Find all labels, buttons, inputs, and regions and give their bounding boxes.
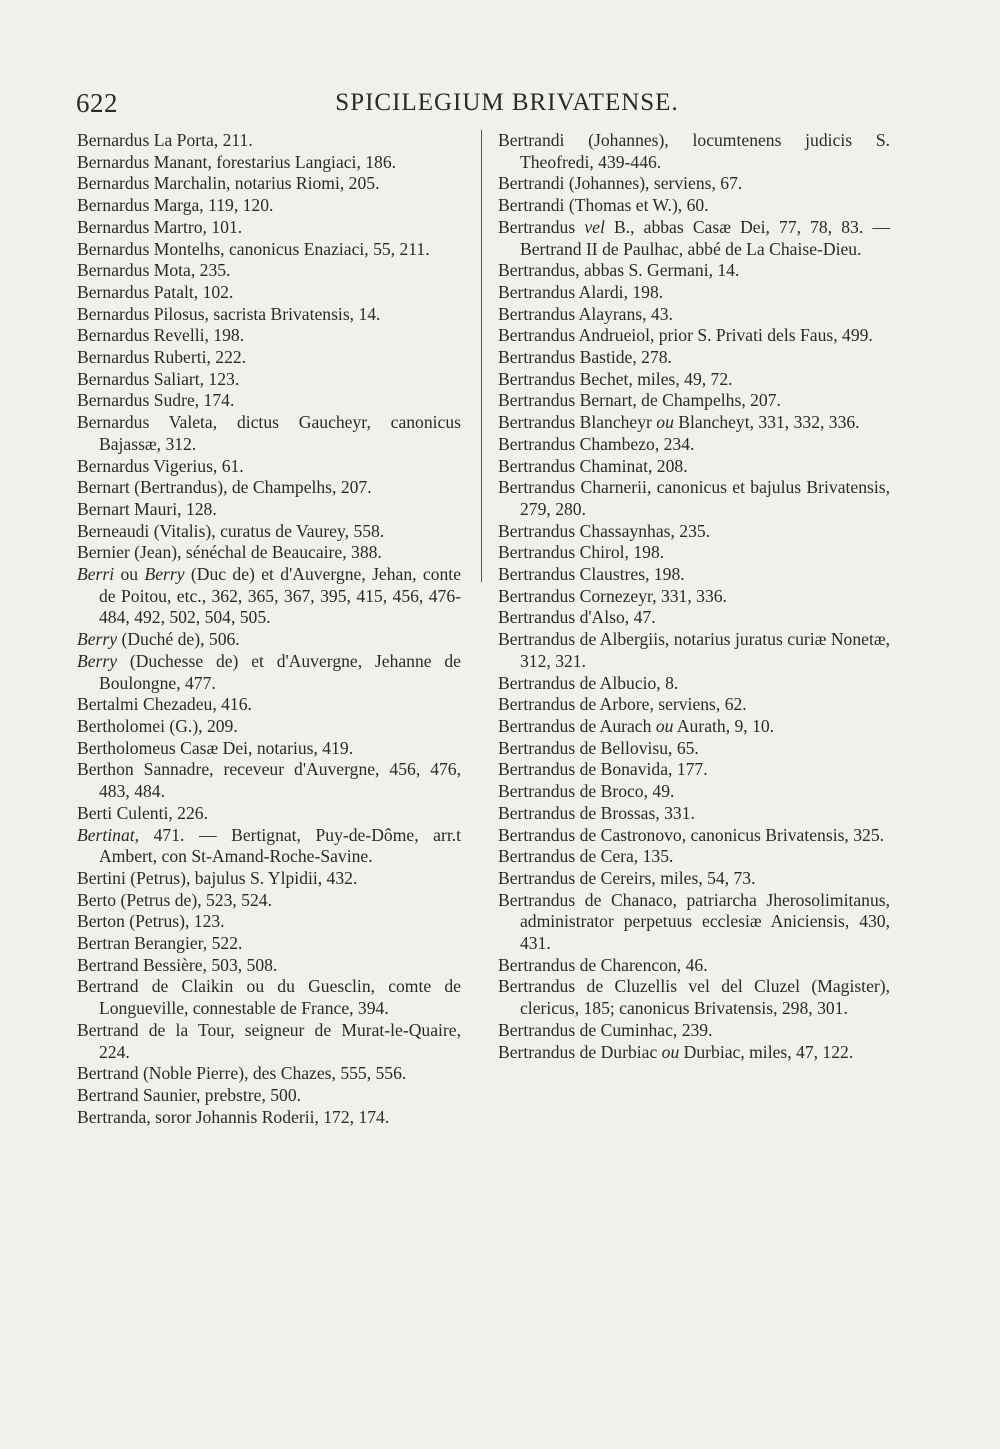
- index-entry: Bertrand de Claikin ou du Guesclin, comte de Longueville, connestable de France, 394.: [77, 976, 461, 1019]
- index-entry: Bertrandus Bastide, 278.: [498, 347, 672, 368]
- index-entry: Bertrandus de Durbiac ou Durbiac, miles, 47, 122.: [498, 1041, 854, 1062]
- index-entry: Bernardus Sudre, 174.: [77, 390, 235, 411]
- index-entry: Bernardus Mota, 235.: [77, 260, 231, 281]
- index-entry: Bernardus Marchalin, notarius Riomi, 205.: [77, 173, 380, 194]
- index-entry: Bertrandus vel B., abbas Casæ Dei, 77, 78, 83. — Bertrand II de Paulhac, abbé de La Chaise-Dieu.: [498, 216, 890, 259]
- index-entry: Bertalmi Chezadeu, 416.: [77, 694, 252, 715]
- index-entry: Bernardus Valeta, dictus Gaucheyr, canonicus Bajassæ, 312.: [77, 412, 461, 454]
- index-entry: Bertinat, 471. — Bertignat, Puy-de-Dôme, arr.t Ambert, con St-Amand-Roche-Savine.: [77, 824, 461, 867]
- index-entry: Bertrandus de Arbore, serviens, 62.: [498, 694, 747, 715]
- index-entry: Bertrandus de Cera, 135.: [498, 846, 674, 867]
- index-entry: Bertrandus Chaminat, 208.: [498, 455, 688, 476]
- index-entry: Berri ou Berry (Duc de) et d'Auvergne, Jehan, conte de Poitou, etc., 362, 365, 367, 395, 415, 456, 476-484, 492, 502, 504, 505.: [77, 564, 462, 628]
- index-entry: Bertrandus de Albucio, 8.: [498, 672, 679, 693]
- index-entry: Bernardus Martro, 101.: [77, 216, 243, 237]
- index-entry: Bertran Berangier, 522.: [77, 933, 243, 954]
- index-entry: Bertrandus Charnerii, canonicus et bajulus Brivatensis, 279, 280.: [498, 477, 890, 519]
- index-entry: Bertrandus Bernart, de Champelhs, 207.: [498, 390, 781, 411]
- index-entry: Bertrandus de Brossas, 331.: [498, 802, 695, 823]
- index-entry: Bertranda, soror Johannis Roderii, 172, 174.: [77, 1106, 390, 1127]
- index-entry: Bertrandus Alardi, 198.: [498, 281, 664, 302]
- index-entry: Bernardus Montelhs, canonicus Enaziaci, 55, 211.: [77, 238, 430, 259]
- index-entry: Bernardus Patalt, 102.: [77, 281, 234, 302]
- left-column: [77, 130, 461, 1128]
- index-entry: Bernardus Ruberti, 222.: [77, 347, 247, 368]
- index-entry: Bernardus Manant, forestarius Langiaci, 186.: [77, 151, 397, 172]
- index-entry: Bertrand de la Tour, seigneur de Murat-le-Quaire, 224.: [77, 1019, 461, 1062]
- page-number: 622: [76, 88, 118, 118]
- index-entry: Bertrandus de Castronovo, canonicus Brivatensis, 325.: [498, 824, 885, 845]
- index-entry: Bertrandus de Cluzellis vel del Cluzel (Magister), clericus, 185; canonicus Brivatensis, 298, 301.: [498, 976, 890, 1019]
- running-title: SPICILEGIUM BRIVATENSE.: [335, 89, 679, 116]
- index-entry: Bertrandus Chirol, 198.: [498, 542, 665, 563]
- index-entry: Bernardus Revelli, 198.: [77, 325, 245, 346]
- index-entry: Berti Culenti, 226.: [77, 802, 208, 823]
- index-entry: Berto (Petrus de), 523, 524.: [77, 889, 272, 910]
- index-entry: Bertrandus Cornezeyr, 331, 336.: [498, 585, 727, 606]
- index-entry: Bertrandus de Bellovisu, 65.: [498, 737, 699, 758]
- index-entry: Bernart Mauri, 128.: [77, 498, 217, 519]
- index-entry: Bernardus Pilosus, sacrista Brivatensis, 14.: [77, 303, 381, 324]
- index-entry: Berton (Petrus), 123.: [77, 911, 225, 932]
- index-entry: Bertrandus de Broco, 49.: [498, 781, 675, 802]
- index-entry: Berry (Duché de), 506.: [77, 629, 240, 650]
- index-entry: Berry (Duchesse de) et d'Auvergne, Jehanne de Boulongne, 477.: [77, 650, 461, 693]
- index-entry: Bertrand Saunier, prebstre, 500.: [77, 1084, 302, 1105]
- column-divider: [481, 130, 482, 582]
- index-entry: Bertrandus Chassaynhas, 235.: [498, 520, 711, 541]
- index-entry: Bertrandi (Johannes), locumtenens judicis S. Theofredi, 439-446.: [498, 130, 890, 172]
- index-entry: Bertrandus de Albergiis, notarius juratus curiæ Nonetæ, 312, 321.: [498, 629, 890, 671]
- index-entry: Berneaudi (Vitalis), curatus de Vaurey, 558.: [77, 520, 385, 541]
- index-entry: Bertini (Petrus), bajulus S. Ylpidii, 432.: [77, 867, 358, 888]
- index-entry: Bertrandus de Charencon, 46.: [498, 954, 708, 975]
- page-header: [76, 88, 938, 128]
- index-entry: Bernardus La Porta, 211.: [77, 130, 253, 150]
- index-entry: Bernart (Bertrandus), de Champelhs, 207.: [77, 477, 372, 498]
- index-entry: Bertrandus de Cuminhac, 239.: [498, 1019, 713, 1040]
- index-entry: Bertrandi (Johannes), serviens, 67.: [498, 173, 743, 194]
- index-entry: Bertrandus Chambezo, 234.: [498, 433, 695, 454]
- index-entry: Bertrand (Noble Pierre), des Chazes, 555, 556.: [77, 1063, 407, 1084]
- index-entry: Bertrandus de Chanaco, patriarcha Jherosolimitanus, administrator perpetuus ecclesiæ Aniciensis, 430, 431.: [498, 889, 890, 954]
- index-entry: Bertholomei (G.), 209.: [77, 715, 238, 736]
- index-entry: Bertrandus de Cereirs, miles, 54, 73.: [498, 867, 756, 888]
- index-entry: Bertholomeus Casæ Dei, notarius, 419.: [77, 737, 354, 758]
- index-entry: Bertrandi (Thomas et W.), 60.: [498, 195, 709, 216]
- right-column: [498, 130, 890, 1063]
- index-entry: Bertrandus Blancheyr ou Blancheyt, 331, 332, 336.: [498, 412, 860, 433]
- index-entry: Bernardus Vigerius, 61.: [77, 455, 244, 476]
- index-entry: Bernardus Saliart, 123.: [77, 368, 240, 389]
- index-entry: Bertrandus, abbas S. Germani, 14.: [498, 260, 740, 281]
- index-entry: Bertrand Bessière, 503, 508.: [77, 954, 278, 975]
- index-entry: Bertrandus d'Also, 47.: [498, 607, 656, 628]
- index-entry: Bertrandus Claustres, 198.: [498, 564, 685, 585]
- index-entry: Bertrandus Andrueiol, prior S. Privati dels Faus, 499.: [498, 325, 873, 346]
- index-entry: Bertrandus Alayrans, 43.: [498, 303, 673, 324]
- index-entry: Berthon Sannadre, receveur d'Auvergne, 456, 476, 483, 484.: [77, 759, 461, 802]
- index-entry: Bernardus Marga, 119, 120.: [77, 195, 274, 216]
- index-entry: Bertrandus de Bonavida, 177.: [498, 759, 708, 780]
- index-entry: Bertrandus de Aurach ou Aurath, 9, 10.: [498, 715, 775, 736]
- index-entry: Bernier (Jean), sénéchal de Beaucaire, 388.: [77, 542, 382, 563]
- index-entry: Bertrandus Bechet, miles, 49, 72.: [498, 368, 733, 389]
